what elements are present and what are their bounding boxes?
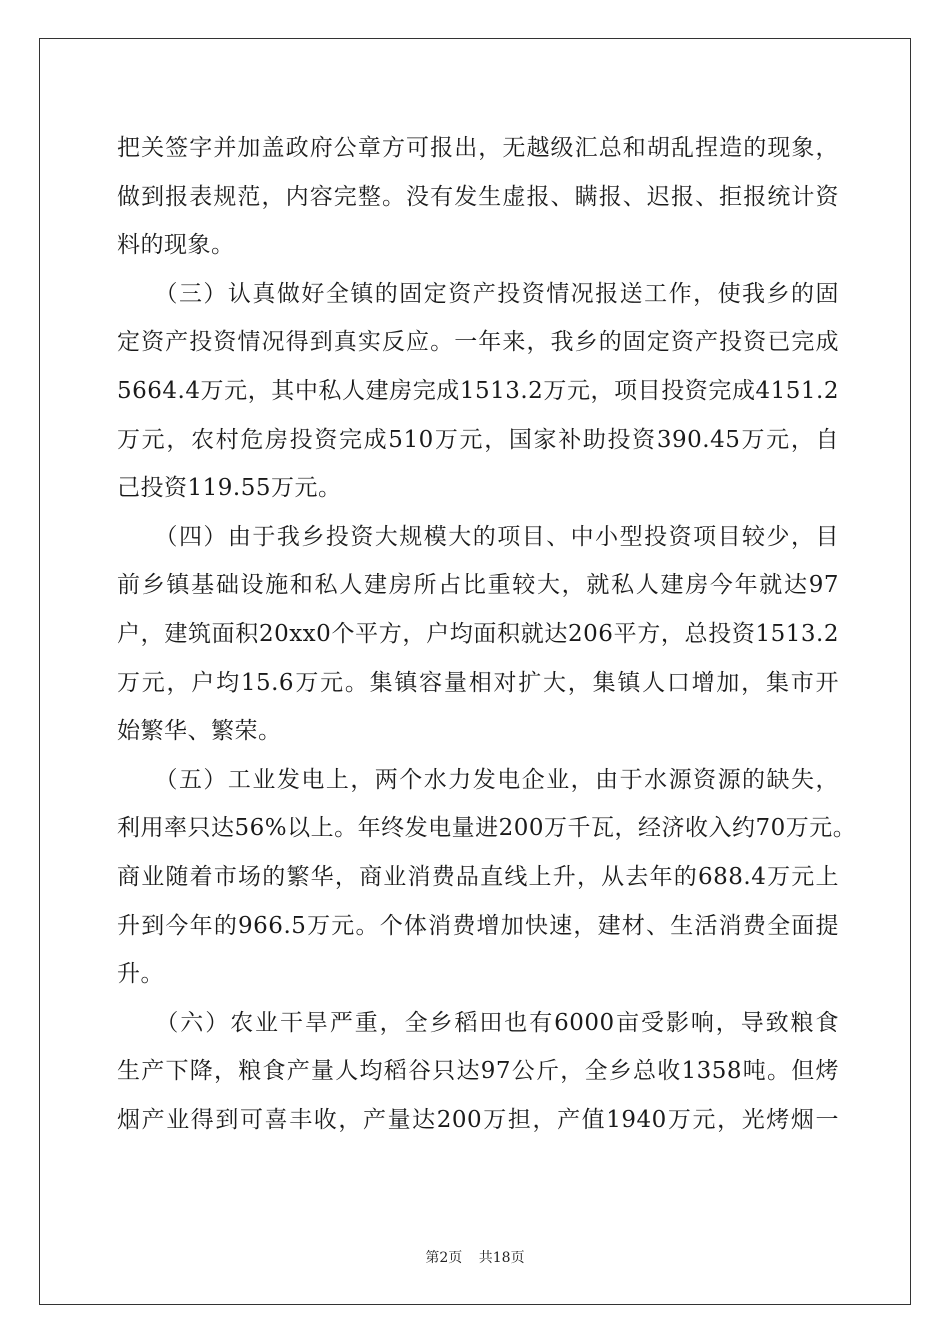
text-line: 定资产投资情况得到真实反应。一年来，我乡的固定资产投资已完成 [117,329,839,356]
paragraph [117,270,839,513]
text-line: 生产下降，粮食产量人均稻谷只达97公斤，全乡总收1358吨。但烤 [117,1058,839,1085]
text-line: 做到报表规范，内容完整。没有发生虚报、瞒报、迟报、拒报统计资 [117,183,839,210]
page-footer [0,1247,950,1267]
document-body [117,124,857,1144]
page-number: 第2页 [425,1250,463,1266]
paragraph [117,756,857,999]
paragraph [117,999,839,1145]
text-line: 万元，户均15.6万元。集镇容量相对扩大，集镇人口增加，集市开 [117,669,839,696]
text-line: （六）农业干旱严重，全乡稻田也有6000亩受影响，导致粮食 [117,1009,839,1036]
text-line: 升。 [117,961,164,988]
text-line: 商业随着市场的繁华，商业消费品直线上升，从去年的688.4万元上 [117,863,839,890]
text-line: 户，建筑面积20xx0个平方，户均面积就达206平方，总投资1513.2 [117,620,839,647]
text-line: （五）工业发电上，两个水力发电企业，由于水源资源的缺失， [117,766,839,793]
text-line: 升到今年的966.5万元。个体消费增加快速，建材、生活消费全面提 [117,912,839,939]
text-line: 烟产业得到可喜丰收，产量达200万担，产值1940万元，光烤烟一 [117,1106,839,1133]
text-line: 己投资119.55万元。 [117,475,342,502]
text-line: 利用率只达56%以上。年终发电量进200万千瓦，经济收入约70万元。 [117,815,857,842]
text-line: 5664.4万元，其中私人建房完成1513.2万元，项目投资完成4151.2 [117,377,839,404]
text-line: 始繁华、繁荣。 [117,718,282,745]
text-line: （三）认真做好全镇的固定资产投资情况报送工作，使我乡的固 [117,280,839,307]
text-line: 料的现象。 [117,232,235,259]
text-line: 万元，农村危房投资完成510万元，国家补助投资390.45万元，自 [117,426,839,453]
text-line: （四）由于我乡投资大规模大的项目、中小型投资项目较少，目 [117,523,839,550]
page-total: 共18页 [478,1250,525,1266]
text-line: 把关签字并加盖政府公章方可报出，无越级汇总和胡乱捏造的现象， [117,135,839,161]
paragraph [117,124,839,270]
text-line: 前乡镇基础设施和私人建房所占比重较大，就私人建房今年就达97 [117,572,839,599]
paragraph [117,513,839,756]
